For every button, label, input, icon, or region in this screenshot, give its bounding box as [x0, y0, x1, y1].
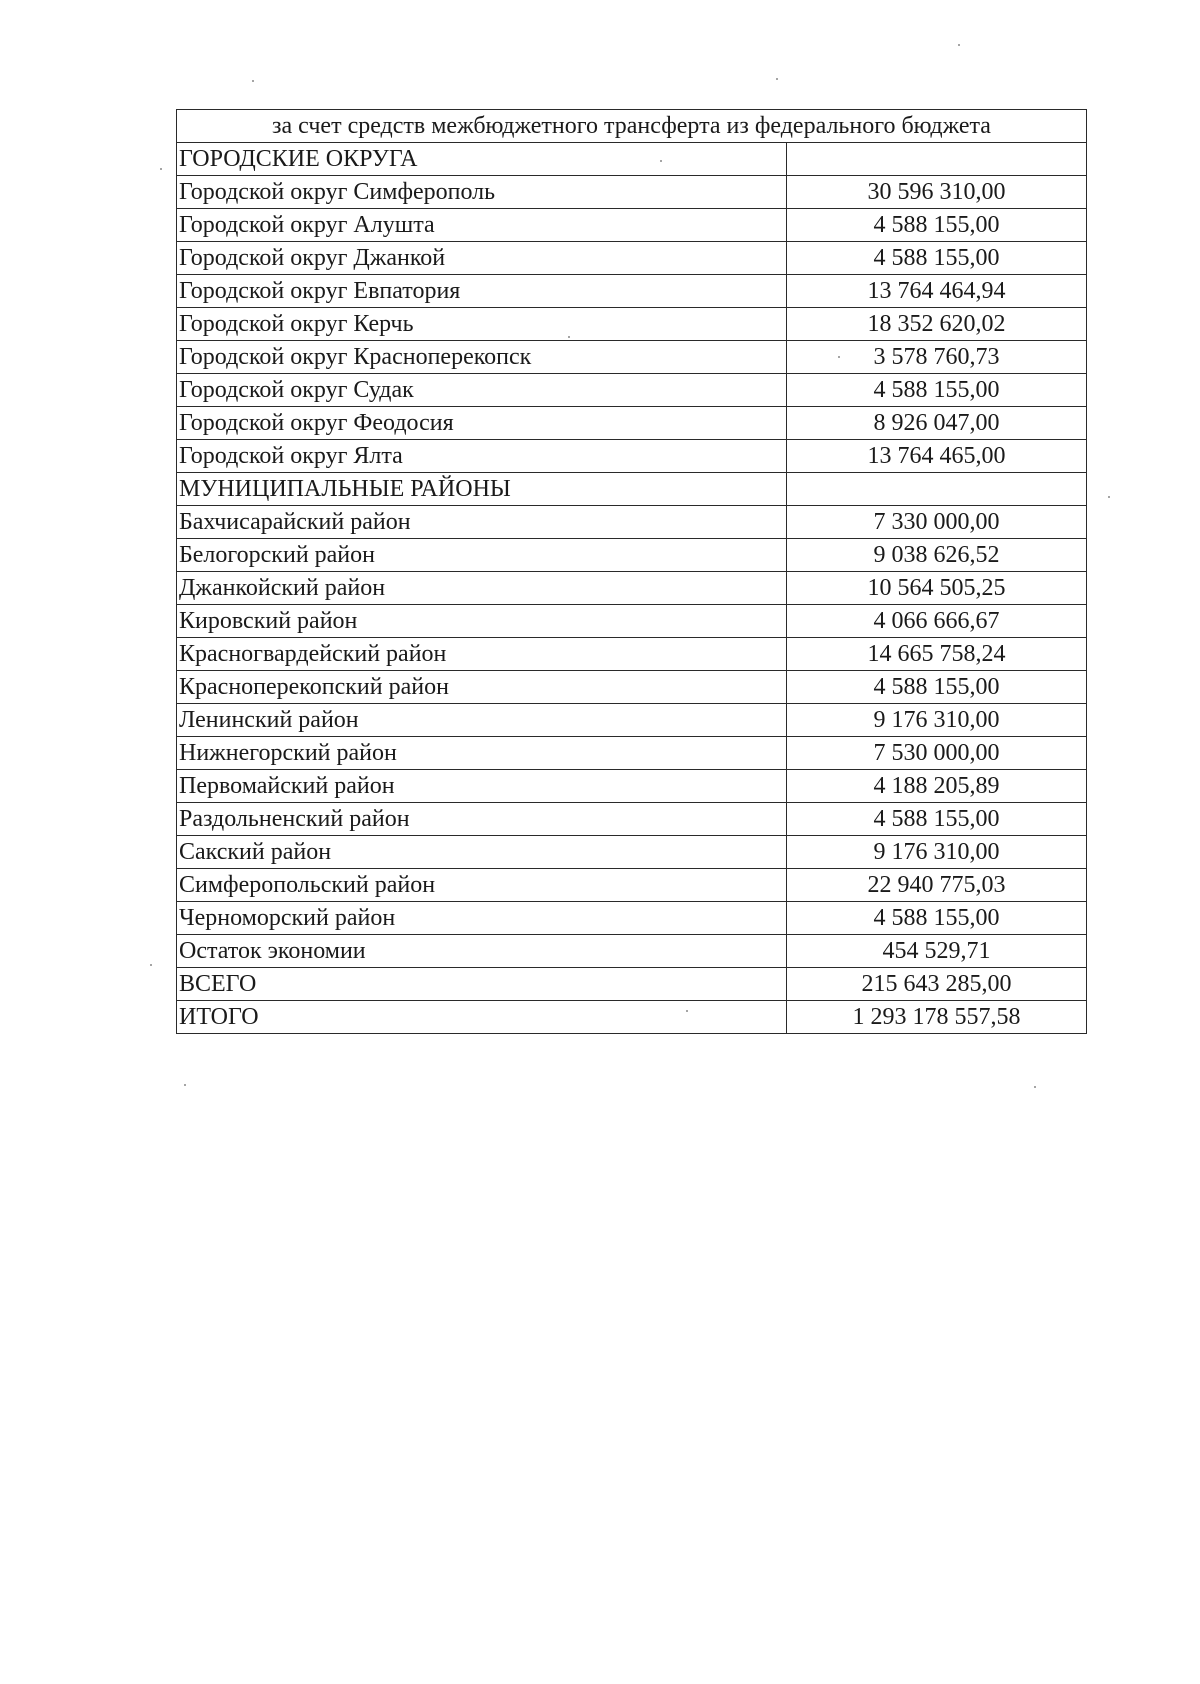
row-amount: 1 293 178 557,58: [787, 1001, 1087, 1034]
table-row: [177, 407, 1087, 440]
table-row: [177, 638, 1087, 671]
row-label: Нижнегорский район: [177, 737, 787, 770]
table-row: [177, 1001, 1087, 1034]
row-amount: [787, 473, 1087, 506]
row-label: Сакский район: [177, 836, 787, 869]
table-row: [177, 671, 1087, 704]
table-row: [177, 704, 1087, 737]
row-amount: [787, 143, 1087, 176]
row-label: ВСЕГО: [177, 968, 787, 1001]
table-row: [177, 869, 1087, 902]
row-label: Ленинский район: [177, 704, 787, 737]
row-amount: 7 330 000,00: [787, 506, 1087, 539]
scan-speck: [838, 356, 840, 358]
row-label: Городской округ Судак: [177, 374, 787, 407]
table-row: [177, 605, 1087, 638]
scan-speck: [686, 1010, 688, 1012]
table-row: [177, 737, 1087, 770]
table-header: за счет средств межбюджетного трансферта из федерального бюджета: [177, 110, 1087, 143]
table-row: [177, 308, 1087, 341]
table-row: [177, 176, 1087, 209]
row-amount: 30 596 310,00: [787, 176, 1087, 209]
scan-speck: [958, 44, 960, 46]
row-amount: 9 038 626,52: [787, 539, 1087, 572]
row-amount: 4 588 155,00: [787, 374, 1087, 407]
scan-speck: [568, 336, 570, 338]
scan-speck: [184, 1084, 186, 1086]
scan-speck: [252, 80, 254, 82]
row-amount: 4 588 155,00: [787, 671, 1087, 704]
scan-speck: [160, 168, 162, 170]
row-label: Городской округ Ялта: [177, 440, 787, 473]
scan-speck: [150, 964, 152, 966]
table-row: [177, 836, 1087, 869]
row-label: Городской округ Феодосия: [177, 407, 787, 440]
row-label: Белогорский район: [177, 539, 787, 572]
row-amount: 7 530 000,00: [787, 737, 1087, 770]
scan-speck: [776, 78, 778, 80]
row-label: Остаток экономии: [177, 935, 787, 968]
row-amount: 14 665 758,24: [787, 638, 1087, 671]
row-label: Первомайский район: [177, 770, 787, 803]
table-row: [177, 902, 1087, 935]
row-amount: 4 588 155,00: [787, 209, 1087, 242]
scan-speck: [660, 160, 662, 162]
table-row: [177, 242, 1087, 275]
table-row: [177, 209, 1087, 242]
row-label: Городской округ Евпатория: [177, 275, 787, 308]
table-row: [177, 968, 1087, 1001]
row-label: Городской округ Симферополь: [177, 176, 787, 209]
row-amount: 18 352 620,02: [787, 308, 1087, 341]
row-label: МУНИЦИПАЛЬНЫЕ РАЙОНЫ: [177, 473, 787, 506]
row-amount: 215 643 285,00: [787, 968, 1087, 1001]
row-label: Бахчисарайский район: [177, 506, 787, 539]
row-label: Городской округ Алушта: [177, 209, 787, 242]
table-row: [177, 803, 1087, 836]
row-amount: 4 588 155,00: [787, 803, 1087, 836]
row-amount: 4 066 666,67: [787, 605, 1087, 638]
table-row: [177, 374, 1087, 407]
row-amount: 4 188 205,89: [787, 770, 1087, 803]
row-amount: 4 588 155,00: [787, 902, 1087, 935]
row-amount: 454 529,71: [787, 935, 1087, 968]
row-label: Красноперекопский район: [177, 671, 787, 704]
table-row: [177, 143, 1087, 176]
budget-table: [176, 109, 1087, 1034]
table-row: [177, 935, 1087, 968]
table-row: [177, 506, 1087, 539]
table-row: [177, 440, 1087, 473]
row-amount: 4 588 155,00: [787, 242, 1087, 275]
row-amount: 3 578 760,73: [787, 341, 1087, 374]
row-amount: 8 926 047,00: [787, 407, 1087, 440]
scan-speck: [1034, 1086, 1036, 1088]
row-label: ИТОГО: [177, 1001, 787, 1034]
row-amount: 13 764 464,94: [787, 275, 1087, 308]
budget-table-body: [177, 110, 1087, 1034]
scan-speck: [1108, 496, 1110, 498]
row-label: Раздольненский район: [177, 803, 787, 836]
table-row: [177, 539, 1087, 572]
row-amount: 9 176 310,00: [787, 836, 1087, 869]
table-row: [177, 341, 1087, 374]
row-amount: 22 940 775,03: [787, 869, 1087, 902]
row-amount: 9 176 310,00: [787, 704, 1087, 737]
row-amount: 13 764 465,00: [787, 440, 1087, 473]
row-label: Городской округ Керчь: [177, 308, 787, 341]
row-label: Кировский район: [177, 605, 787, 638]
row-amount: 10 564 505,25: [787, 572, 1087, 605]
row-label: Черноморский район: [177, 902, 787, 935]
table-header-row: [177, 110, 1087, 143]
row-label: Красногвардейский район: [177, 638, 787, 671]
row-label: Городской округ Джанкой: [177, 242, 787, 275]
row-label: Городской округ Красноперекопск: [177, 341, 787, 374]
table-row: [177, 275, 1087, 308]
row-label: Джанкойский район: [177, 572, 787, 605]
table-row: [177, 473, 1087, 506]
row-label: ГОРОДСКИЕ ОКРУГА: [177, 143, 787, 176]
row-label: Симферопольский район: [177, 869, 787, 902]
table-row: [177, 572, 1087, 605]
table-row: [177, 770, 1087, 803]
